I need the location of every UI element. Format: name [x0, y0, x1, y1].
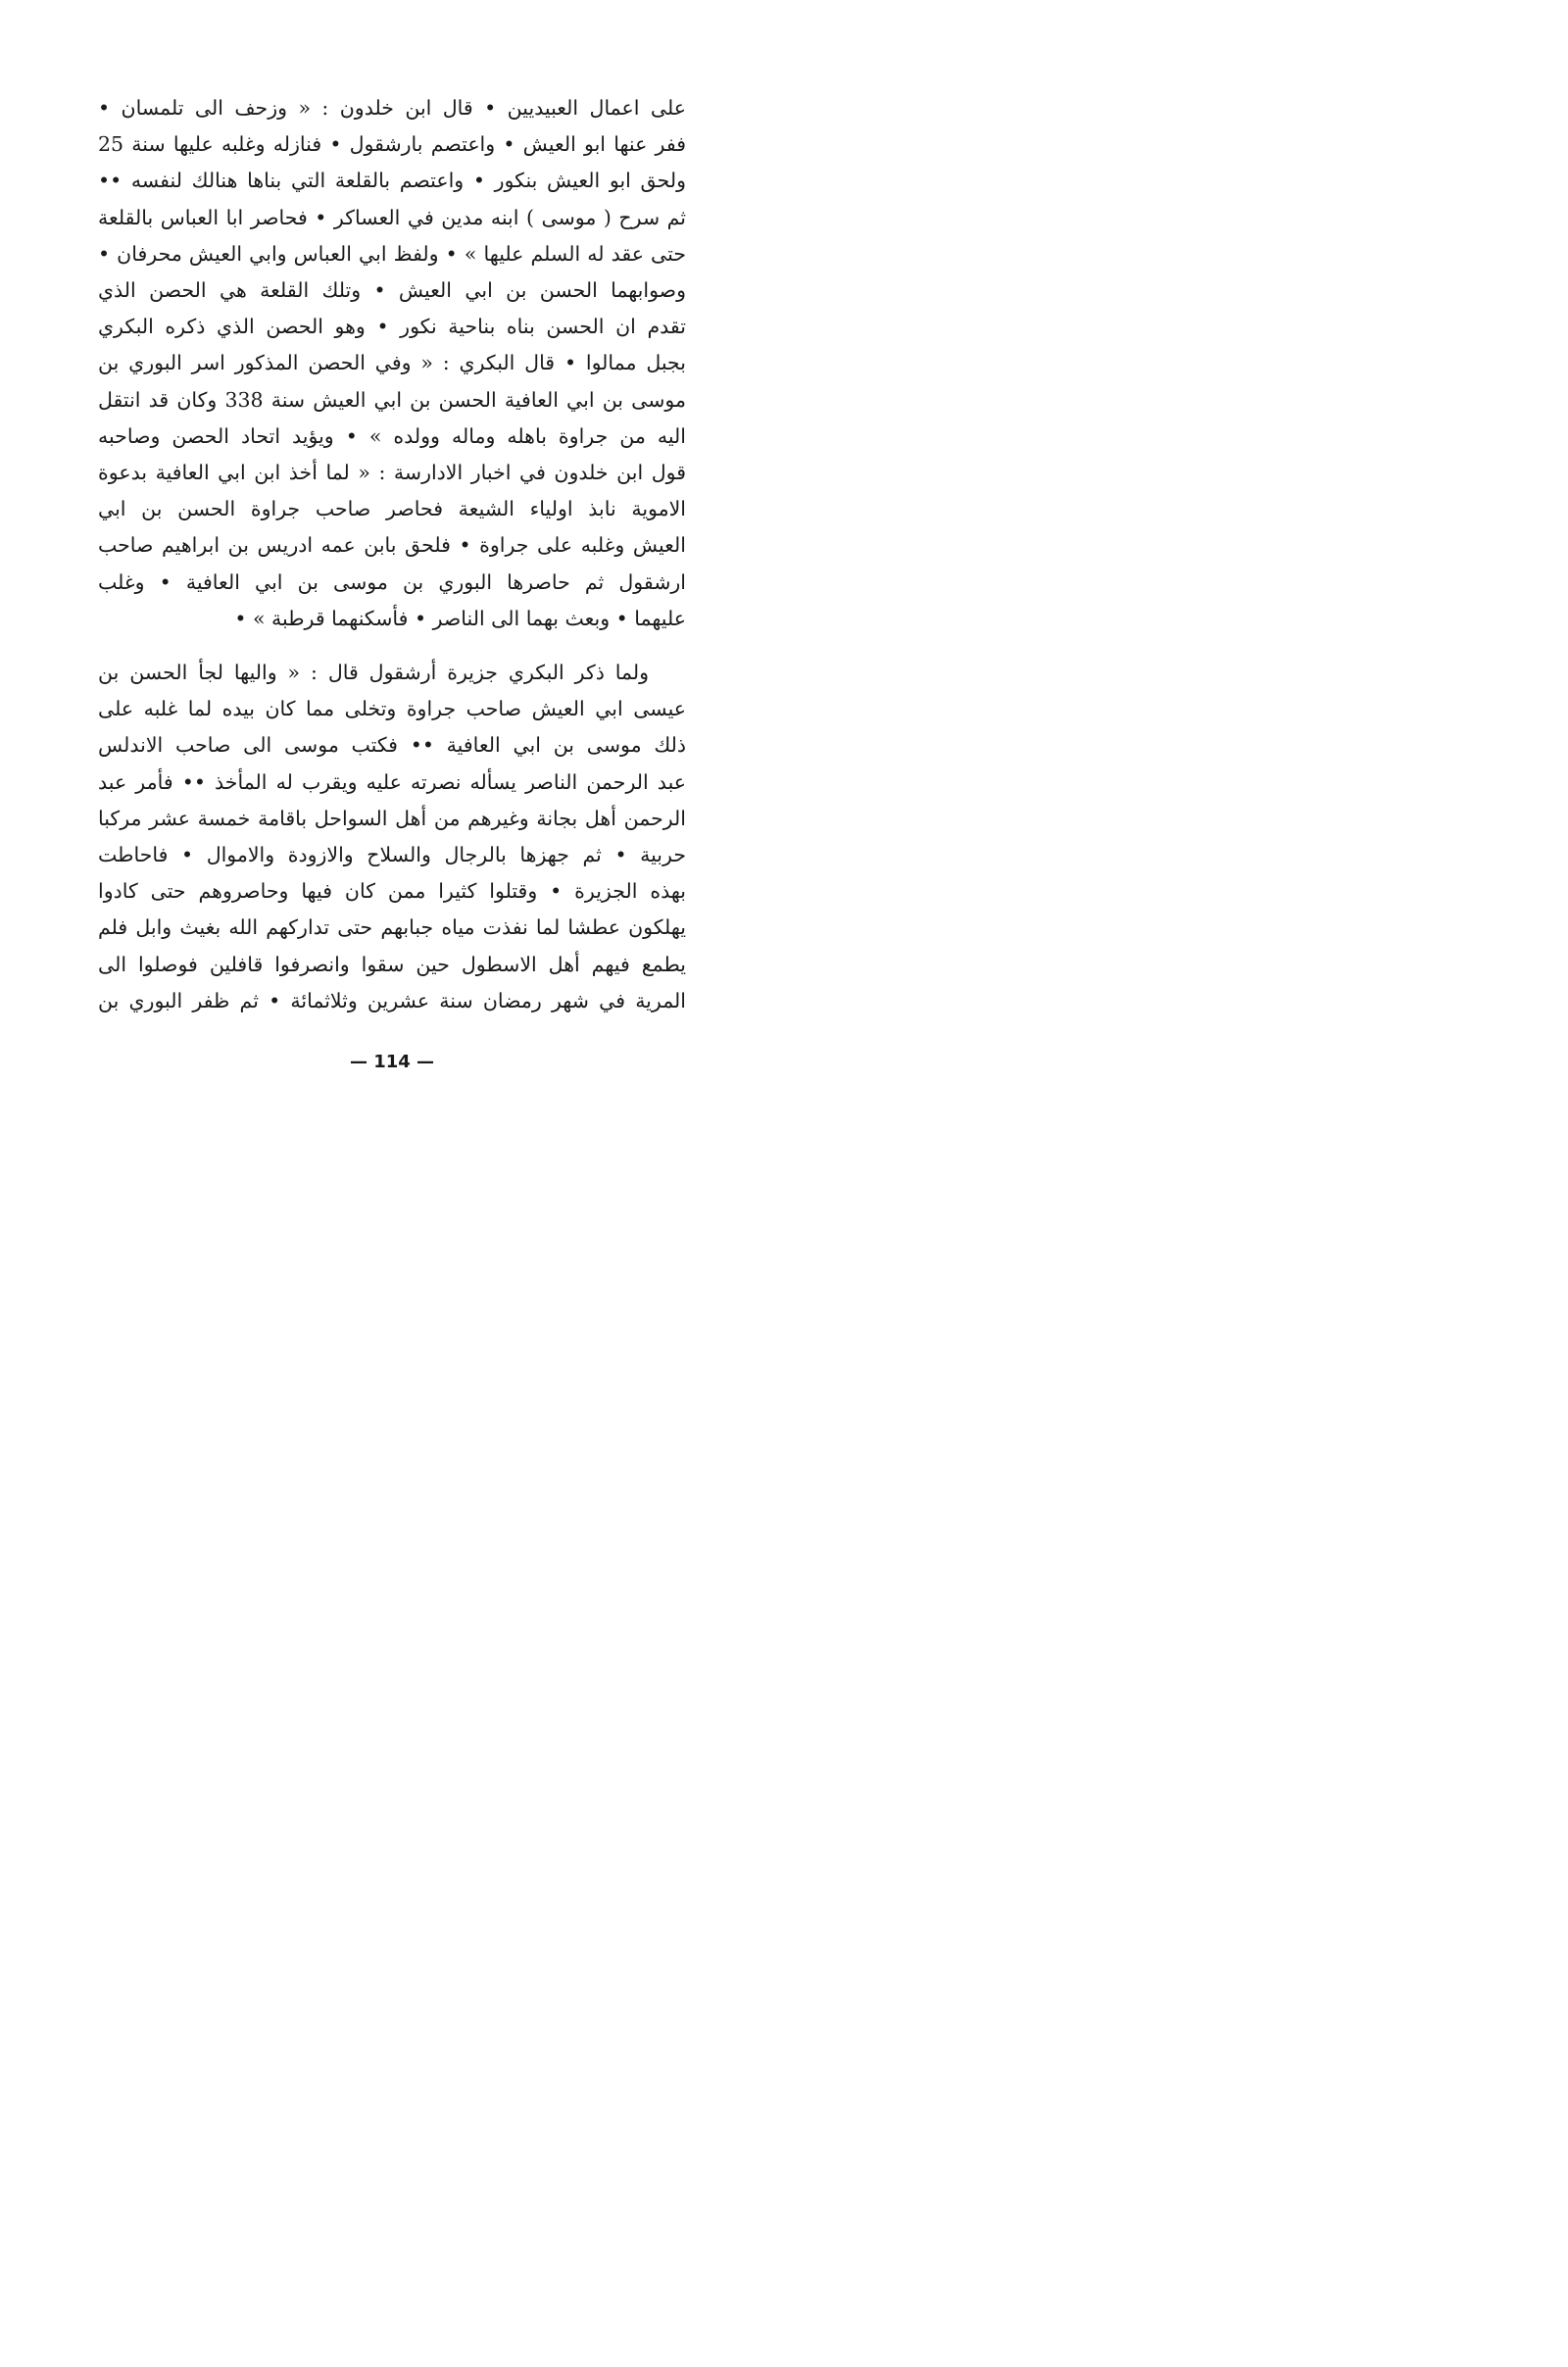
text-line: بجبل ممالوا • قال البكري : « وفي الحصن المذكور اسر البوري بن	[98, 351, 686, 375]
text-line: ارشقول ثم حاصرها البوري بن موسى بن ابي العافية • وغلب	[98, 569, 686, 594]
paragraph-gap	[98, 637, 686, 655]
text-line: ولحق ابو العيش بنكور • واعتصم بالقلعة التي بناها هنالك لنفسه ••	[98, 169, 686, 193]
text-line: ثم سرح ( موسى ) ابنه مدين في العساكر • فحاصر ابا العباس بالقلعة	[98, 205, 686, 229]
text-line: تقدم ان الحسن بناه بناحية نكور • وهو الحصن الذي ذكره البكري	[98, 315, 686, 339]
text-line: ولما ذكر البكري جزيرة أرشقول قال : « واليها لجأ الحسن بن	[98, 661, 649, 685]
text-line: موسى بن ابي العافية الحسن بن ابي العيش سنة 338 وكان قد انتقل	[98, 387, 686, 412]
text-line: قول ابن خلدون في اخبار الادارسة : « لما أخذ ابن ابي العافية بدعوة	[98, 461, 686, 485]
text-line: وصوابهما الحسن بن ابي العيش • وتلك القلعة هي الحصن الذي	[98, 278, 686, 303]
text-line: يهلكون عطشا لما نفذت مياه جبابهم حتى تداركهم الله بغيث وابل فلم	[98, 915, 686, 940]
text-line: الرحمن أهل بجانة وغيرهم من أهل السواحل باقامة خمسة عشر مركبا	[98, 806, 686, 830]
paragraph-2	[98, 655, 686, 1019]
page-number: — 114 —	[349, 1052, 435, 1072]
text-line: عليهما • وبعث بهما الى الناصر • فأسكنهما قرطبة » •	[234, 606, 686, 630]
text-line: ذلك موسى بن ابي العافية •• فكتب موسى الى صاحب الاندلس	[98, 733, 686, 758]
text-line: ففر عنها ابو العيش • واعتصم بارشقول • فنازله وغلبه عليها سنة 25	[98, 132, 686, 157]
text-line: المرية في شهر رمضان سنة عشرين وثلاثمائة • ثم ظفر البوري بن	[98, 988, 686, 1012]
text-line: حربية • ثم جهزها بالرجال والسلاح والازودة والاموال • فاحاطت	[98, 843, 686, 867]
text-line: على اعمال العبيديين • قال ابن خلدون : « وزحف الى تلمسان •	[98, 96, 686, 120]
text-line: حتى عقد له السلم عليها » • ولفظ ابي العباس وابي العيش محرفان •	[98, 241, 686, 266]
paragraph-1	[98, 90, 686, 637]
text-line: عيسى ابي العيش صاحب جراوة وتخلى مما كان بيده لما غلبه على	[98, 697, 686, 721]
text-line: العيش وغلبه على جراوة • فلحق بابن عمه ادريس بن ابراهيم صاحب	[98, 533, 686, 558]
text-line: الاموية نابذ اولياء الشيعة فحاصر صاحب جراوة الحسن بن ابي	[98, 497, 686, 521]
text-line: اليه من جراوة باهله وماله وولده » • ويؤيد اتحاد الحصن وصاحبه	[98, 423, 686, 448]
text-line: يطمع فيهم أهل الاسطول حين سقوا وانصرفوا قافلين فوصلوا الى	[98, 952, 686, 976]
text-line: عبد الرحمن الناصر يسأله نصرته عليه ويقرب له المأخذ •• فأمر عبد	[98, 769, 686, 794]
page-body	[98, 90, 686, 1019]
text-line: بهذه الجزيرة • وقتلوا كثيرا ممن كان فيها وحاصروهم حتى كادوا	[98, 879, 686, 904]
